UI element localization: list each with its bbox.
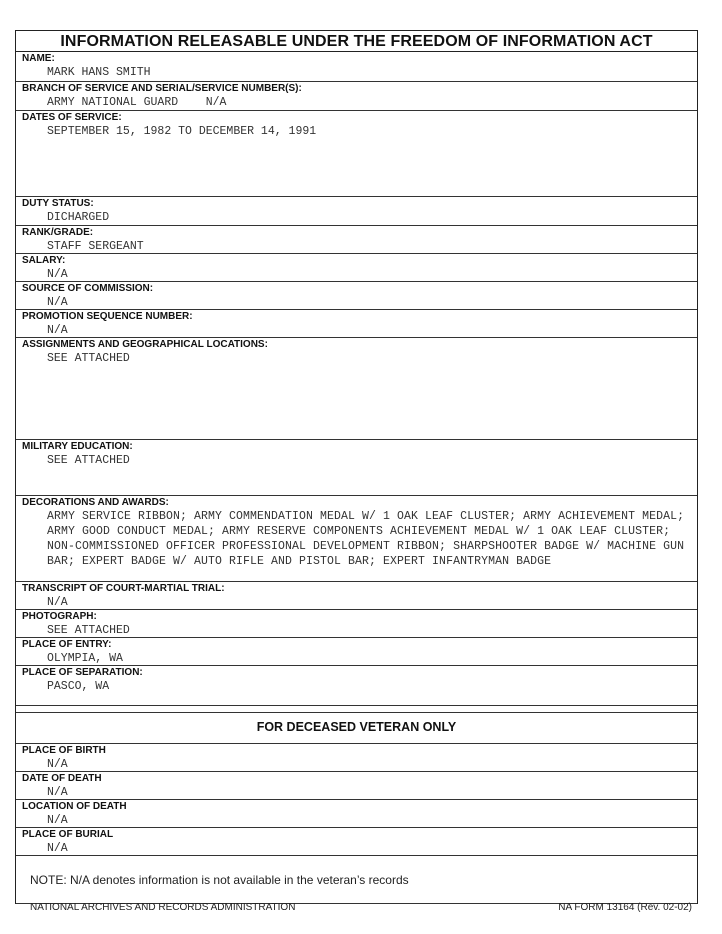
decorations-value: ARMY SERVICE RIBBON; ARMY COMMENDATION MEDAL W/ 1 OAK LEAF CLUSTER; ARMY ACHIEVEMENT MEDAL; ARMY GOOD CONDUCT MEDAL; ARMY RESERVE COMPONENTS ACHIEVEMENT MEDAL W/ 1 OAK LEAF CLUSTER; NON-COMMISSIONED OFFICER PROFESSIONAL DEVELOPMENT RIBBON; SHARPSHOOTER BADGE W/ MACHINE GUN BAR; EXPERT BADGE W/ AUTO RIFLE AND PISTOL BAR; EXPERT INFANTRYMAN BADGE <box>47 510 692 568</box>
name-section <box>16 52 697 82</box>
dates-label: DATES OF SERVICE: <box>22 112 122 123</box>
death-location-label: LOCATION OF DEATH <box>22 801 127 812</box>
rank-section <box>16 226 697 254</box>
death-date-section <box>16 772 697 800</box>
education-label: MILITARY EDUCATION: <box>22 441 133 452</box>
education-section <box>16 440 697 496</box>
assignments-label: ASSIGNMENTS AND GEOGRAPHICAL LOCATIONS: <box>22 339 268 350</box>
photograph-label: PHOTOGRAPH: <box>22 611 97 622</box>
form-title: INFORMATION RELEASABLE UNDER THE FREEDOM OF INFORMATION ACT <box>16 31 697 52</box>
salary-label: SALARY: <box>22 255 66 266</box>
name-value: MARK HANS SMITH <box>47 66 151 79</box>
separation-value: PASCO, WA <box>47 680 110 693</box>
burial-label: PLACE OF BURIAL <box>22 829 114 840</box>
rank-label: RANK/GRADE: <box>22 227 94 238</box>
birth-value: N/A <box>47 758 68 771</box>
photograph-section <box>16 610 697 638</box>
promotion-value: N/A <box>47 324 68 337</box>
duty-status-label: DUTY STATUS: <box>22 198 94 209</box>
entry-label: PLACE OF ENTRY: <box>22 639 112 650</box>
commission-section <box>16 282 697 310</box>
form-number-footer: NA FORM 13164 (Rev. 02-02) <box>558 902 692 913</box>
court-martial-label: TRANSCRIPT OF COURT-MARTIAL TRIAL: <box>22 583 225 594</box>
branch-label: BRANCH OF SERVICE AND SERIAL/SERVICE NUMBER(S): <box>22 83 302 94</box>
salary-section <box>16 254 697 282</box>
birth-label: PLACE OF BIRTH <box>22 745 106 756</box>
na-note: NOTE: N/A denotes information is not available in the veteran’s records <box>16 856 697 904</box>
promotion-section <box>16 310 697 338</box>
commission-label: SOURCE OF COMMISSION: <box>22 283 154 294</box>
branch-value: ARMY NATIONAL GUARD N/A <box>47 96 227 109</box>
photograph-value: SEE ATTACHED <box>47 624 130 637</box>
commission-value: N/A <box>47 296 68 309</box>
court-martial-section <box>16 582 697 610</box>
entry-value: OLYMPIA, WA <box>47 652 123 665</box>
entry-section <box>16 638 697 666</box>
separation-label: PLACE OF SEPARATION: <box>22 667 143 678</box>
death-location-value: N/A <box>47 814 68 827</box>
name-label: NAME: <box>22 53 55 64</box>
burial-section <box>16 828 697 856</box>
decorations-label: DECORATIONS AND AWARDS: <box>22 497 169 508</box>
dates-section <box>16 111 697 197</box>
death-location-section <box>16 800 697 828</box>
dates-value: SEPTEMBER 15, 1982 TO DECEMBER 14, 1991 <box>47 125 317 138</box>
death-date-label: DATE OF DEATH <box>22 773 102 784</box>
deceased-header: FOR DECEASED VETERAN ONLY <box>16 713 697 744</box>
foia-form <box>15 30 698 904</box>
assignments-value: SEE ATTACHED <box>47 352 130 365</box>
birth-section <box>16 744 697 772</box>
promotion-label: PROMOTION SEQUENCE NUMBER: <box>22 311 193 322</box>
branch-section <box>16 82 697 111</box>
education-value: SEE ATTACHED <box>47 454 130 467</box>
duty-status-section <box>16 197 697 226</box>
agency-footer: NATIONAL ARCHIVES AND RECORDS ADMINISTRATION <box>30 902 296 913</box>
assignments-section <box>16 338 697 440</box>
court-martial-value: N/A <box>47 596 68 609</box>
separation-section <box>16 666 697 706</box>
death-date-value: N/A <box>47 786 68 799</box>
salary-value: N/A <box>47 268 68 281</box>
decorations-section <box>16 496 697 582</box>
duty-status-value: DICHARGED <box>47 211 110 224</box>
burial-value: N/A <box>47 842 68 855</box>
rank-value: STAFF SERGEANT <box>47 240 144 253</box>
section-divider <box>16 706 697 713</box>
